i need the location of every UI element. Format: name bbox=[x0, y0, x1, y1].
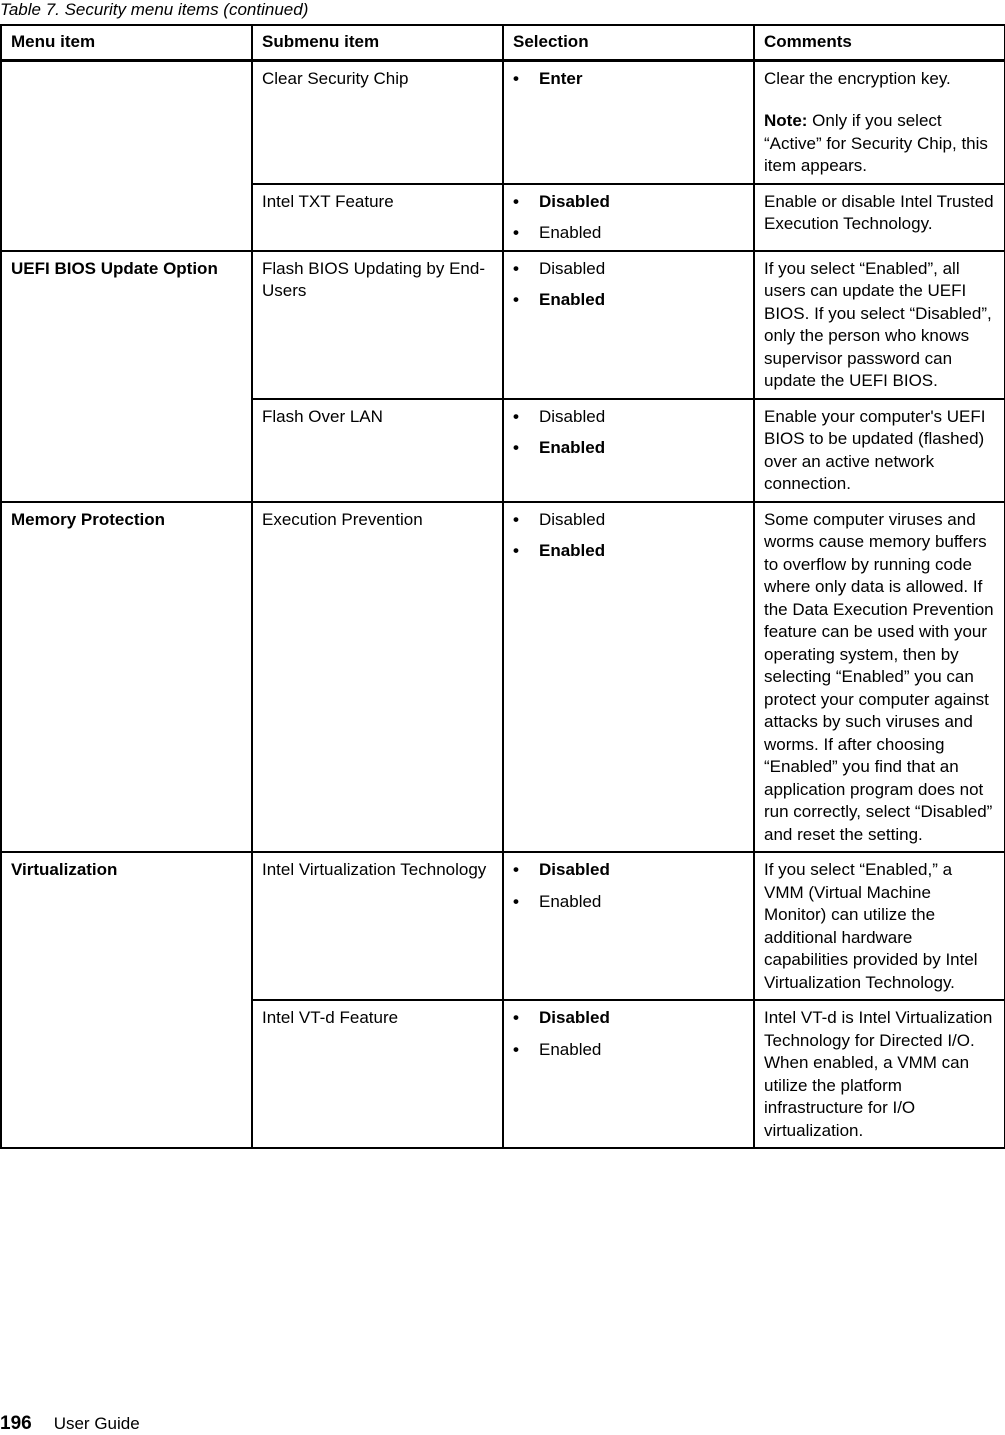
selection-options bbox=[513, 191, 745, 245]
page-footer bbox=[0, 1413, 140, 1435]
submenu-item-cell: Intel TXT Feature bbox=[252, 184, 503, 251]
submenu-item-cell: Intel VT-d Feature bbox=[252, 1000, 503, 1148]
submenu-item-cell: Flash BIOS Updating by End-Users bbox=[252, 251, 503, 399]
header-comments: Comments bbox=[754, 25, 1005, 60]
table-header-row bbox=[1, 25, 1005, 60]
selection-cell bbox=[503, 1000, 754, 1148]
menu-item-cell: Virtualization bbox=[1, 852, 252, 1148]
table-caption: Table 7. Security menu items (continued) bbox=[0, 0, 309, 19]
selection-cell bbox=[503, 251, 754, 399]
table-row bbox=[1, 502, 1005, 853]
selection-cell bbox=[503, 852, 754, 1000]
option: • Enabled bbox=[513, 891, 745, 914]
note-text: Only if you select “Active” for Security Chip, this item appears. bbox=[764, 111, 988, 175]
submenu-item-cell: Clear Security Chip bbox=[252, 60, 503, 184]
selection-cell bbox=[503, 184, 754, 251]
submenu-item-cell: Flash Over LAN bbox=[252, 399, 503, 502]
option-default: • Enter bbox=[513, 68, 745, 91]
comment-cell: If you select “Enabled”, all users can update the UEFI BIOS. If you select “Disabled”, only the person who knows supervisor password can update the UEFI BIOS. bbox=[754, 251, 1005, 399]
option-default: • Enabled bbox=[513, 540, 745, 563]
table-row bbox=[1, 852, 1005, 1000]
footer-title: User Guide bbox=[53, 1414, 140, 1433]
menu-item-cell: UEFI BIOS Update Option bbox=[1, 251, 252, 502]
selection-cell bbox=[503, 60, 754, 184]
option-default: • Disabled bbox=[513, 1007, 745, 1030]
header-menu-item: Menu item bbox=[1, 25, 252, 60]
selection-options bbox=[513, 1007, 745, 1061]
table-row bbox=[1, 251, 1005, 399]
security-menu-table bbox=[0, 24, 1005, 1149]
selection-options bbox=[513, 68, 745, 91]
option-default: • Enabled bbox=[513, 289, 745, 312]
comment-cell: Intel VT-d is Intel Virtualization Technology for Directed I/O. When enabled, a VMM can utilize the platform infrastructure for I/O virtualization. bbox=[754, 1000, 1005, 1148]
option: • Disabled bbox=[513, 406, 745, 429]
table-row bbox=[1, 60, 1005, 184]
option: • Disabled bbox=[513, 258, 745, 281]
comment-cell bbox=[754, 60, 1005, 184]
option: • Disabled bbox=[513, 509, 745, 532]
submenu-item-cell: Execution Prevention bbox=[252, 502, 503, 853]
page-number: 196 bbox=[0, 1413, 32, 1434]
selection-cell bbox=[503, 399, 754, 502]
menu-item-cell: Memory Protection bbox=[1, 502, 252, 853]
selection-options bbox=[513, 406, 745, 460]
selection-options bbox=[513, 258, 745, 312]
submenu-item-cell: Intel Virtualization Technology bbox=[252, 852, 503, 1000]
header-submenu-item: Submenu item bbox=[252, 25, 503, 60]
comment-cell: Some computer viruses and worms cause memory buffers to overflow by running code where only data is allowed. If the Data Execution Prevention feature can be used with your operating system, then by selecting “Enabled” you can protect your computer against attacks by such viruses and worms. If after choosing “Enabled” you find that an application program does not run correctly, select “Disabled” and reset the setting. bbox=[754, 502, 1005, 853]
header-selection: Selection bbox=[503, 25, 754, 60]
note-label: Note: bbox=[764, 111, 808, 130]
comment-text: Clear the encryption key. bbox=[764, 68, 951, 88]
comment-cell: Enable or disable Intel Trusted Execution Technology. bbox=[754, 184, 1005, 251]
menu-item-cell bbox=[1, 60, 252, 251]
selection-cell bbox=[503, 502, 754, 853]
option: • Enabled bbox=[513, 1039, 745, 1062]
selection-options bbox=[513, 509, 745, 563]
note bbox=[764, 110, 996, 178]
option-default: • Disabled bbox=[513, 191, 745, 214]
selection-options bbox=[513, 859, 745, 913]
option: • Enabled bbox=[513, 222, 745, 245]
option-default: • Disabled bbox=[513, 859, 745, 882]
comment-cell: If you select “Enabled,” a VMM (Virtual Machine Monitor) can utilize the additional hardware capabilities provided by Intel Virtualization Technology. bbox=[754, 852, 1005, 1000]
option-default: • Enabled bbox=[513, 437, 745, 460]
comment-cell: Enable your computer's UEFI BIOS to be updated (flashed) over an active network connection. bbox=[754, 399, 1005, 502]
